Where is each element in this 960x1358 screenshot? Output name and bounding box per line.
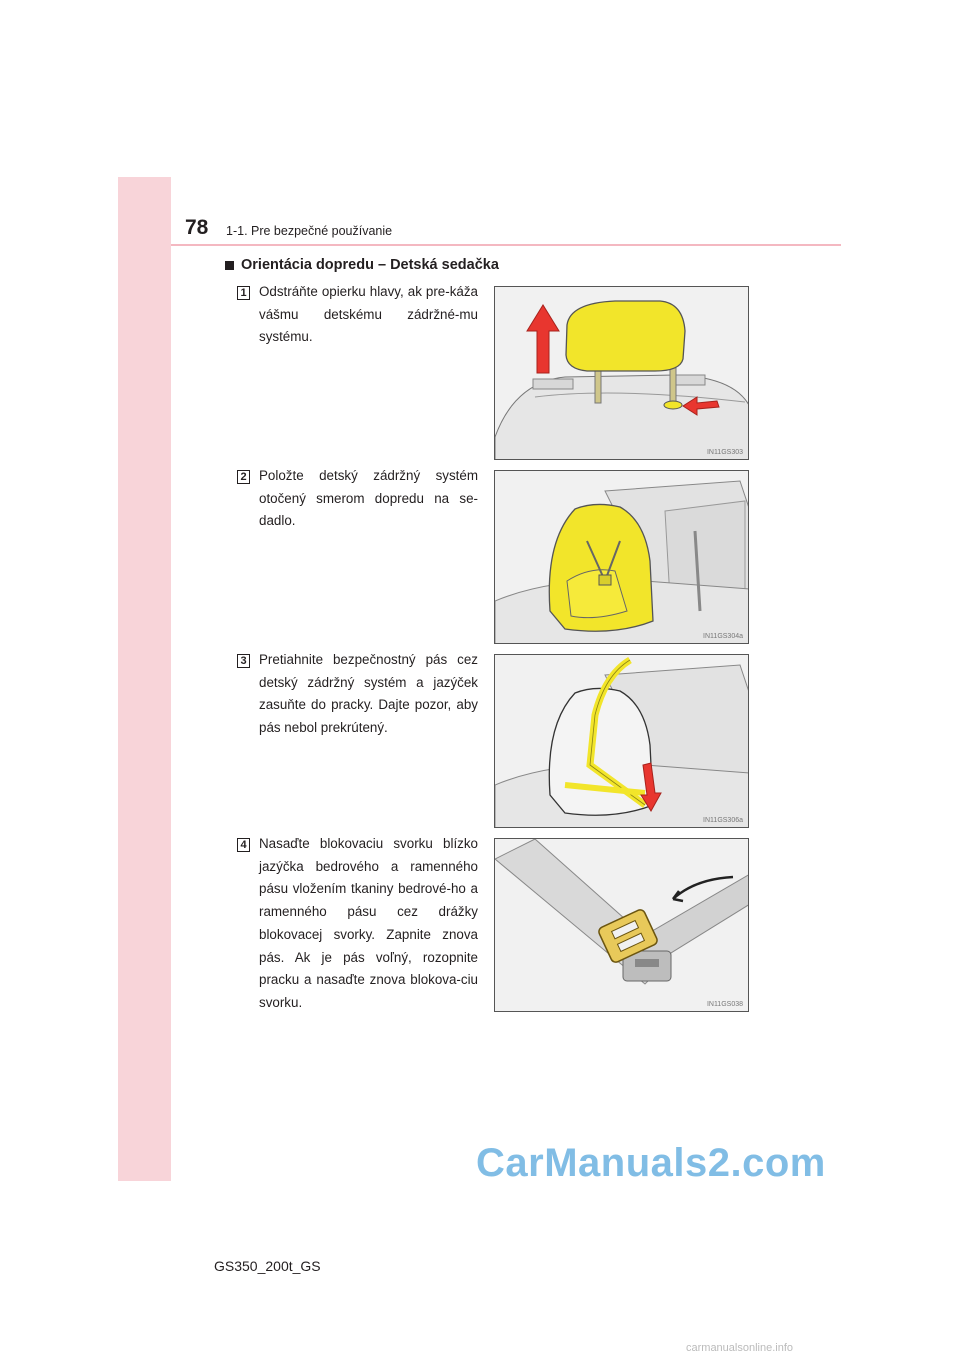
- figure-code: IN11GS303: [706, 449, 743, 456]
- page-header: [171, 210, 841, 246]
- step-number-badge: 2: [237, 470, 250, 484]
- watermark-logo: CarManuals2.com: [476, 1141, 826, 1185]
- page-number: 78: [185, 216, 209, 239]
- step-illustration-seat-placement: [494, 470, 749, 644]
- child-seat-illustration: [495, 471, 749, 644]
- section-heading: [225, 257, 499, 273]
- footer-model-code: GS350_200t_GS: [214, 1258, 321, 1274]
- belt-routing-illustration: [495, 655, 749, 828]
- section-heading-text: Orientácia dopredu – Detská sedačka: [241, 257, 499, 273]
- figure-code: IN11GS306a: [703, 817, 743, 824]
- figure-code: IN11GS038: [706, 1001, 743, 1008]
- figure-code: IN11GS304a: [703, 633, 743, 640]
- step-illustration-locking-clip: [494, 838, 749, 1012]
- step-instruction: Odstráňte opierku hlavy, ak pre-káža vášmu detskému zádržné-mu systému.: [259, 284, 478, 345]
- step-illustration-belt-routing: [494, 654, 749, 828]
- square-bullet-icon: [225, 261, 234, 270]
- step-illustration-headrest-removal: [494, 286, 749, 460]
- step-number-badge: 3: [237, 654, 250, 668]
- step-number-badge: 1: [237, 286, 250, 300]
- side-tab-band: [118, 177, 171, 1181]
- chapter-title: 1-1. Pre bezpečné používanie: [226, 224, 393, 238]
- step-instruction: Položte detský zádržný systém otočený smerom dopredu na se-dadlo.: [259, 468, 478, 529]
- step-number-badge: 4: [237, 838, 250, 852]
- step-instruction: Pretiahnite bezpečnostný pás cez detský zádržný systém a jazýček zasuňte do pracky. Dajte pozor, aby pás nebol prekrútený.: [259, 652, 478, 736]
- header-divider: [171, 244, 841, 246]
- locking-clip-illustration: [495, 839, 749, 1012]
- headrest-illustration: [495, 287, 749, 460]
- watermark-footer: carmanualsonline.info: [686, 1342, 794, 1354]
- step-instruction: Nasaďte blokovaciu svorku blízko jazýčka bedrového a ramenného pásu vložením tkaniny bedrové-ho a ramenného pásu cez drážky blokovacej svorky. Zapnite znova pás. Ak je pás voľný, rozopnite pracku a nasaďte znova blokova-ciu svorku.: [259, 836, 478, 1010]
